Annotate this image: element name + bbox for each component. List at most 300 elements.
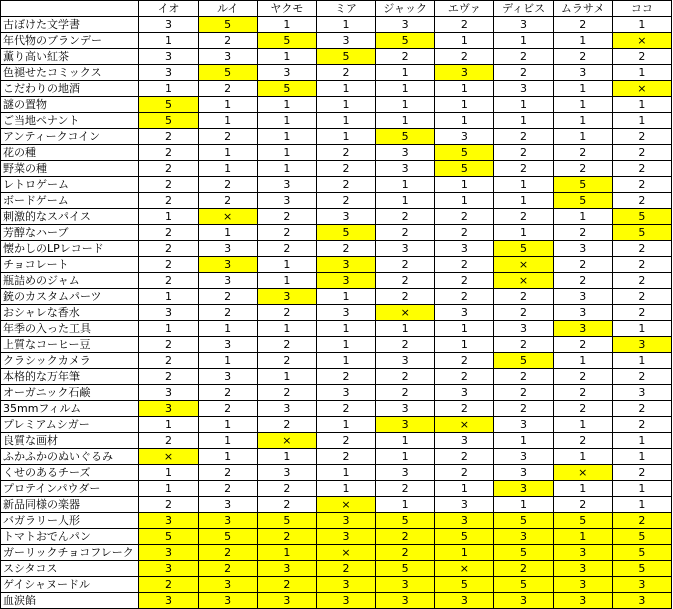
item-name-cell: 35mmフィルム [1,401,139,417]
affinity-cell: 1 [198,449,257,465]
affinity-cell: 3 [553,561,612,577]
affinity-cell: × [139,449,198,465]
affinity-cell: 3 [316,529,375,545]
item-name-cell: ガーリックチョコフレーク [1,545,139,561]
affinity-cell: 5 [494,513,553,529]
affinity-cell: 3 [494,81,553,97]
affinity-cell: 1 [553,113,612,129]
affinity-cell: 3 [257,593,316,609]
affinity-cell: 1 [257,17,316,33]
affinity-cell: 2 [198,33,257,49]
affinity-cell: 1 [139,465,198,481]
affinity-cell: 1 [553,81,612,97]
affinity-cell: 2 [612,273,671,289]
affinity-cell: 2 [435,225,494,241]
affinity-cell: 3 [376,401,435,417]
affinity-cell: 1 [435,337,494,353]
affinity-cell: 3 [435,497,494,513]
affinity-cell: 2 [553,369,612,385]
affinity-cell: 5 [316,49,375,65]
affinity-cell: 1 [612,449,671,465]
affinity-cell: 1 [198,97,257,113]
item-name-cell: プロテインパウダー [1,481,139,497]
affinity-cell: 5 [494,241,553,257]
affinity-cell: 2 [612,177,671,193]
affinity-cell: 2 [612,145,671,161]
affinity-cell: × [316,545,375,561]
table-row [1,129,672,145]
affinity-cell: 2 [316,449,375,465]
affinity-cell: 2 [139,337,198,353]
affinity-cell: 2 [494,65,553,81]
item-name-cell: チョコレート [1,257,139,273]
affinity-cell: 5 [257,81,316,97]
affinity-cell: 2 [553,49,612,65]
affinity-cell: 2 [612,401,671,417]
item-name-cell: おシャレな香水 [1,305,139,321]
affinity-cell: 2 [553,17,612,33]
affinity-cell: 3 [198,337,257,353]
affinity-cell: 2 [376,481,435,497]
affinity-cell: 3 [494,481,553,497]
affinity-cell: 5 [376,33,435,49]
affinity-cell: 2 [494,161,553,177]
affinity-cell: 2 [257,209,316,225]
item-name-cell: 血涙餡 [1,593,139,609]
item-name-cell: 刺激的なスパイス [1,209,139,225]
affinity-cell: 2 [139,241,198,257]
affinity-cell: 5 [316,225,375,241]
affinity-cell: 2 [435,449,494,465]
affinity-cell: 3 [139,385,198,401]
affinity-cell: 5 [612,209,671,225]
table-row [1,401,672,417]
affinity-cell: 1 [494,113,553,129]
affinity-cell: 3 [494,417,553,433]
affinity-cell: 1 [198,113,257,129]
table-row [1,177,672,193]
affinity-cell: 5 [198,65,257,81]
affinity-cell: 2 [376,209,435,225]
affinity-cell: 2 [198,545,257,561]
item-name-cell: くせのあるチーズ [1,465,139,481]
affinity-cell: 1 [612,321,671,337]
affinity-cell: 2 [553,385,612,401]
affinity-cell: 1 [198,433,257,449]
table-row [1,449,672,465]
item-name-cell: プレミアムシガー [1,417,139,433]
item-name-cell: 年季の入った工具 [1,321,139,337]
affinity-cell: 5 [435,161,494,177]
item-name-cell: 本格的な万年筆 [1,369,139,385]
affinity-cell: 2 [198,289,257,305]
affinity-cell: 2 [494,369,553,385]
affinity-cell: 2 [435,17,494,33]
affinity-cell: 2 [198,385,257,401]
affinity-cell: 3 [139,593,198,609]
affinity-cell: 2 [316,241,375,257]
affinity-cell: 3 [553,593,612,609]
affinity-cell: 3 [139,401,198,417]
item-name-cell: 銃のカスタムパーツ [1,289,139,305]
affinity-cell: 1 [316,417,375,433]
affinity-cell: 1 [435,33,494,49]
affinity-cell: 2 [612,417,671,433]
table-row [1,545,672,561]
affinity-cell: 2 [376,289,435,305]
affinity-cell: 3 [612,337,671,353]
column-header: ルイ [198,1,257,17]
affinity-cell: 3 [198,577,257,593]
affinity-cell: 5 [553,177,612,193]
affinity-cell: 2 [257,497,316,513]
affinity-cell: 2 [198,465,257,481]
affinity-cell: 1 [612,433,671,449]
affinity-cell: 3 [139,65,198,81]
affinity-cell: 2 [435,209,494,225]
affinity-cell: 2 [376,49,435,65]
affinity-cell: 3 [257,289,316,305]
item-name-cell: こだわりの地酒 [1,81,139,97]
table-row [1,481,672,497]
affinity-cell: 3 [139,561,198,577]
affinity-cell: 3 [316,33,375,49]
item-name-cell: ふかふかのぬいぐるみ [1,449,139,465]
affinity-cell: 2 [612,257,671,273]
affinity-cell: 1 [435,97,494,113]
table-row [1,417,672,433]
affinity-cell: 2 [198,177,257,193]
affinity-cell: 2 [435,465,494,481]
affinity-cell: 1 [435,545,494,561]
affinity-cell: 2 [139,193,198,209]
affinity-cell: 3 [494,17,553,33]
affinity-cell: 2 [316,561,375,577]
header-row [1,1,672,17]
affinity-cell: 1 [553,353,612,369]
affinity-cell: 3 [553,305,612,321]
item-name-cell: アンティークコイン [1,129,139,145]
affinity-cell: 2 [612,161,671,177]
affinity-cell: 2 [376,273,435,289]
affinity-cell: 1 [198,145,257,161]
table-row [1,337,672,353]
affinity-cell: 3 [553,577,612,593]
item-name-cell: トマトおでんパン [1,529,139,545]
affinity-cell: 3 [257,193,316,209]
affinity-cell: 1 [376,321,435,337]
affinity-cell: 1 [553,97,612,113]
affinity-cell: 1 [316,481,375,497]
table-row [1,145,672,161]
affinity-cell: 1 [494,97,553,113]
affinity-cell: 2 [553,145,612,161]
table-row [1,17,672,33]
affinity-cell: 3 [139,17,198,33]
affinity-cell: 1 [198,417,257,433]
affinity-cell: 5 [257,513,316,529]
affinity-cell: 1 [553,481,612,497]
item-name-cell: ボードゲーム [1,193,139,209]
affinity-cell: 3 [198,257,257,273]
item-name-cell: 年代物のブランデー [1,33,139,49]
table-row [1,513,672,529]
affinity-cell: × [612,81,671,97]
affinity-cell: 5 [494,545,553,561]
affinity-cell: × [198,209,257,225]
affinity-cell: 1 [139,33,198,49]
table-row [1,369,672,385]
affinity-cell: 2 [198,481,257,497]
affinity-cell: 2 [553,337,612,353]
affinity-cell: 2 [612,289,671,305]
affinity-cell: 1 [257,449,316,465]
table-row [1,113,672,129]
affinity-cell: 5 [553,513,612,529]
item-name-cell: ゲイシャヌードル [1,577,139,593]
affinity-cell: 3 [257,401,316,417]
affinity-cell: 1 [376,449,435,465]
affinity-cell: 1 [376,81,435,97]
affinity-cell: 1 [257,129,316,145]
table-row [1,49,672,65]
affinity-cell: 2 [553,161,612,177]
item-name-cell: 芳醇なハーブ [1,225,139,241]
column-header: イオ [139,1,198,17]
affinity-cell: 1 [316,465,375,481]
affinity-cell: 5 [376,513,435,529]
affinity-cell: 1 [612,497,671,513]
item-name-cell: 花の種 [1,145,139,161]
affinity-cell: 5 [139,97,198,113]
affinity-cell: 3 [316,577,375,593]
affinity-cell: 3 [198,241,257,257]
affinity-cell: 3 [316,257,375,273]
corner-cell [1,1,139,17]
affinity-cell: 3 [198,273,257,289]
affinity-cell: 1 [316,97,375,113]
affinity-cell: 1 [612,65,671,81]
affinity-cell: × [553,465,612,481]
affinity-cell: 2 [139,129,198,145]
affinity-cell: 1 [376,497,435,513]
affinity-cell: 3 [435,129,494,145]
affinity-cell: 3 [198,497,257,513]
affinity-cell: 1 [257,321,316,337]
affinity-cell: 3 [257,465,316,481]
table-row [1,385,672,401]
affinity-cell: 2 [257,529,316,545]
affinity-cell: 2 [139,353,198,369]
table-row [1,257,672,273]
affinity-cell: 3 [553,241,612,257]
affinity-cell: 5 [139,113,198,129]
column-header: ココ [612,1,671,17]
affinity-cell: 2 [316,369,375,385]
item-name-cell: 上質なコーヒー豆 [1,337,139,353]
affinity-cell: 2 [316,161,375,177]
affinity-cell: 1 [553,33,612,49]
affinity-cell: 3 [494,593,553,609]
affinity-cell: 2 [435,369,494,385]
affinity-cell: 5 [612,561,671,577]
affinity-cell: 1 [494,497,553,513]
affinity-cell: 2 [612,465,671,481]
affinity-cell: 2 [316,145,375,161]
affinity-cell: 1 [435,321,494,337]
table-row [1,433,672,449]
affinity-cell: 5 [435,529,494,545]
affinity-cell: 2 [139,145,198,161]
affinity-cell: 2 [376,385,435,401]
affinity-cell: 1 [376,193,435,209]
item-name-cell: ご当地ペナント [1,113,139,129]
affinity-cell: 3 [435,593,494,609]
affinity-cell: 2 [316,401,375,417]
affinity-cell: 1 [553,209,612,225]
item-name-cell: スシタコス [1,561,139,577]
affinity-cell: 3 [553,545,612,561]
affinity-cell: 1 [612,353,671,369]
affinity-cell: 2 [257,241,316,257]
affinity-cell: 2 [612,241,671,257]
affinity-cell: 2 [376,529,435,545]
table-row [1,289,672,305]
affinity-cell: 1 [257,97,316,113]
affinity-cell: 5 [494,353,553,369]
affinity-cell: 3 [435,65,494,81]
affinity-cell: 3 [376,417,435,433]
affinity-cell: × [494,273,553,289]
affinity-cell: × [612,33,671,49]
item-name-cell: 懐かしのLPレコード [1,241,139,257]
affinity-cell: 2 [257,481,316,497]
affinity-cell: 1 [257,49,316,65]
affinity-cell: 2 [376,225,435,241]
table-row [1,97,672,113]
affinity-cell: 2 [257,225,316,241]
item-name-cell: クラシックカメラ [1,353,139,369]
affinity-cell: 3 [257,561,316,577]
table-row [1,321,672,337]
affinity-cell: 3 [198,369,257,385]
affinity-cell: 3 [139,545,198,561]
affinity-cell: 2 [435,273,494,289]
affinity-cell: 2 [257,305,316,321]
affinity-cell: 1 [139,321,198,337]
affinity-cell: 1 [316,17,375,33]
affinity-cell: 1 [198,353,257,369]
table-body [1,17,672,609]
affinity-cell: 2 [139,577,198,593]
item-name-cell: レトロゲーム [1,177,139,193]
affinity-cell: 1 [316,113,375,129]
table-row [1,353,672,369]
affinity-cell: 5 [198,529,257,545]
affinity-cell: 3 [139,49,198,65]
affinity-cell: 1 [376,433,435,449]
affinity-cell: 5 [376,129,435,145]
affinity-cell: 3 [612,385,671,401]
item-name-cell: バガラリー人形 [1,513,139,529]
affinity-cell: 1 [139,209,198,225]
affinity-cell: 3 [316,593,375,609]
affinity-cell: 2 [612,513,671,529]
affinity-cell: 1 [553,529,612,545]
affinity-cell: 3 [376,593,435,609]
affinity-cell: 5 [553,193,612,209]
affinity-cell: 3 [435,305,494,321]
affinity-cell: 3 [494,321,553,337]
affinity-cell: 3 [435,385,494,401]
affinity-cell: 3 [553,289,612,305]
table-row [1,593,672,609]
affinity-cell: 2 [316,177,375,193]
column-header: ジャック [376,1,435,17]
affinity-cell: × [257,433,316,449]
item-name-cell: 古ぼけた文学書 [1,17,139,33]
affinity-cell: 2 [139,225,198,241]
affinity-cell: 3 [316,209,375,225]
affinity-cell: 2 [553,225,612,241]
affinity-cell: 3 [198,593,257,609]
affinity-cell: 1 [494,225,553,241]
affinity-cell: 2 [198,305,257,321]
affinity-cell: 2 [198,561,257,577]
affinity-cell: 3 [198,513,257,529]
affinity-cell: 2 [198,129,257,145]
item-name-cell: オーガニック石鹸 [1,385,139,401]
column-header: ムラサメ [553,1,612,17]
affinity-cell: 3 [612,577,671,593]
affinity-cell: 1 [376,65,435,81]
item-name-cell: 瓶詰めのジャム [1,273,139,289]
item-name-cell: 薫り高い紅茶 [1,49,139,65]
item-name-cell: 良質な画材 [1,433,139,449]
affinity-cell: 1 [376,177,435,193]
affinity-cell: 3 [257,177,316,193]
affinity-cell: 5 [435,577,494,593]
affinity-cell: 1 [435,193,494,209]
affinity-cell: 3 [435,433,494,449]
affinity-cell: 2 [435,49,494,65]
affinity-cell: 3 [494,449,553,465]
affinity-cell: 1 [435,113,494,129]
affinity-cell: 3 [257,65,316,81]
affinity-cell: 2 [612,193,671,209]
affinity-cell: 1 [612,97,671,113]
affinity-cell: 2 [494,49,553,65]
table-row [1,81,672,97]
affinity-cell: 5 [494,577,553,593]
table-row [1,241,672,257]
affinity-cell: 2 [257,577,316,593]
affinity-cell: 1 [139,417,198,433]
affinity-cell: 1 [139,81,198,97]
affinity-cell: 1 [435,177,494,193]
affinity-cell: 2 [494,561,553,577]
affinity-cell: 3 [316,513,375,529]
affinity-cell: 1 [612,17,671,33]
affinity-cell: 2 [376,257,435,273]
affinity-cell: × [316,497,375,513]
affinity-cell: 5 [612,545,671,561]
affinity-cell: 2 [494,145,553,161]
affinity-cell: 3 [376,145,435,161]
affinity-cell: 3 [376,353,435,369]
affinity-cell: 3 [316,305,375,321]
table-row [1,577,672,593]
